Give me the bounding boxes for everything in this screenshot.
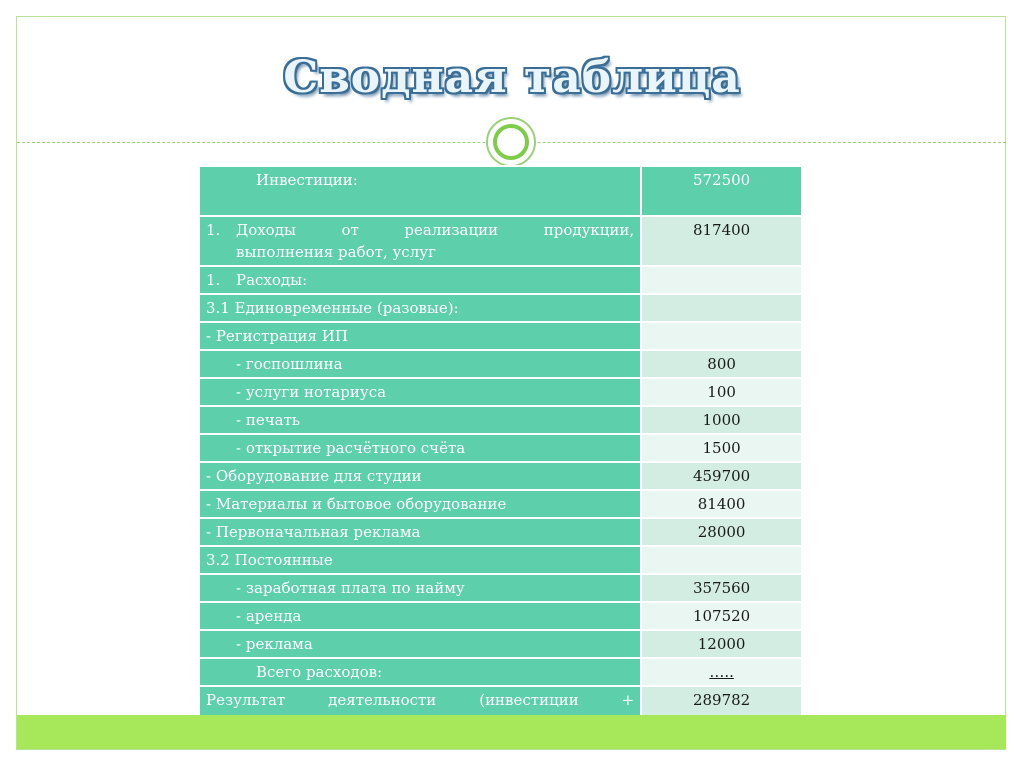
table-row [199, 294, 802, 322]
row-label-materials: - Материалы и бытовое оборудование [199, 490, 641, 518]
table-row [199, 216, 802, 266]
row-label-equipment: - Оборудование для студии [199, 462, 641, 490]
divider-ornament-ring [493, 124, 529, 160]
row-label-ads: - реклама [199, 630, 641, 658]
row-label-recurring: 3.2 Постоянные [199, 546, 641, 574]
table-row [199, 378, 802, 406]
footer-bar [17, 715, 1006, 749]
row-label-state-fee: - госпошлина [199, 350, 641, 378]
row-label-registration: - Регистрация ИП [199, 322, 641, 350]
table-row [199, 658, 802, 686]
row-value-ads: 12000 [641, 630, 802, 658]
row-label-expenses: 1. Расходы: [199, 266, 641, 294]
row-value-stamp: 1000 [641, 406, 802, 434]
row-label-initial-ads: - Первоначальная реклама [199, 518, 641, 546]
divider-ornament [486, 117, 536, 167]
table-row [199, 462, 802, 490]
row-value-income: 817400 [641, 216, 802, 266]
header-value: 572500 [641, 166, 802, 216]
row-value-notary: 100 [641, 378, 802, 406]
table-row [199, 630, 802, 658]
row-label-stamp: - печать [199, 406, 641, 434]
row-value-recurring [641, 546, 802, 574]
row-value-registration [641, 322, 802, 350]
row-label-result: Результат деятельности (инвестиции + [199, 686, 641, 736]
table-header-row [199, 166, 802, 216]
summary-table [198, 165, 803, 737]
row-label-income: 1. Доходы от реализации продукции, выполнения работ, услуг [199, 216, 641, 266]
row-label-salary: - заработная плата по найму [199, 574, 641, 602]
table-row [199, 434, 802, 462]
row-value-state-fee: 800 [641, 350, 802, 378]
table-row [199, 546, 802, 574]
row-value-equipment: 459700 [641, 462, 802, 490]
row-value-result: 289782 [641, 686, 802, 736]
table-row [199, 518, 802, 546]
table-row [199, 490, 802, 518]
table-row [199, 574, 802, 602]
table-row [199, 266, 802, 294]
row-label-rent: - аренда [199, 602, 641, 630]
row-value-total-expenses: ….. [641, 658, 802, 686]
row-value-bank-account: 1500 [641, 434, 802, 462]
row-value-expenses [641, 266, 802, 294]
slide-title: Сводная таблица [283, 52, 741, 103]
row-label-onetime: 3.1 Единовременные (разовые): [199, 294, 641, 322]
row-value-materials: 81400 [641, 490, 802, 518]
row-label-total-expenses: Всего расходов: [199, 658, 641, 686]
row-value-salary: 357560 [641, 574, 802, 602]
row-value-onetime [641, 294, 802, 322]
table-row [199, 322, 802, 350]
row-label-bank-account: - открытие расчётного счёта [199, 434, 641, 462]
table-row [199, 350, 802, 378]
table-row [199, 602, 802, 630]
table-row [199, 406, 802, 434]
row-label-notary: - услуги нотариуса [199, 378, 641, 406]
header-label: Инвестиции: [199, 166, 641, 216]
row-value-initial-ads: 28000 [641, 518, 802, 546]
row-value-rent: 107520 [641, 602, 802, 630]
